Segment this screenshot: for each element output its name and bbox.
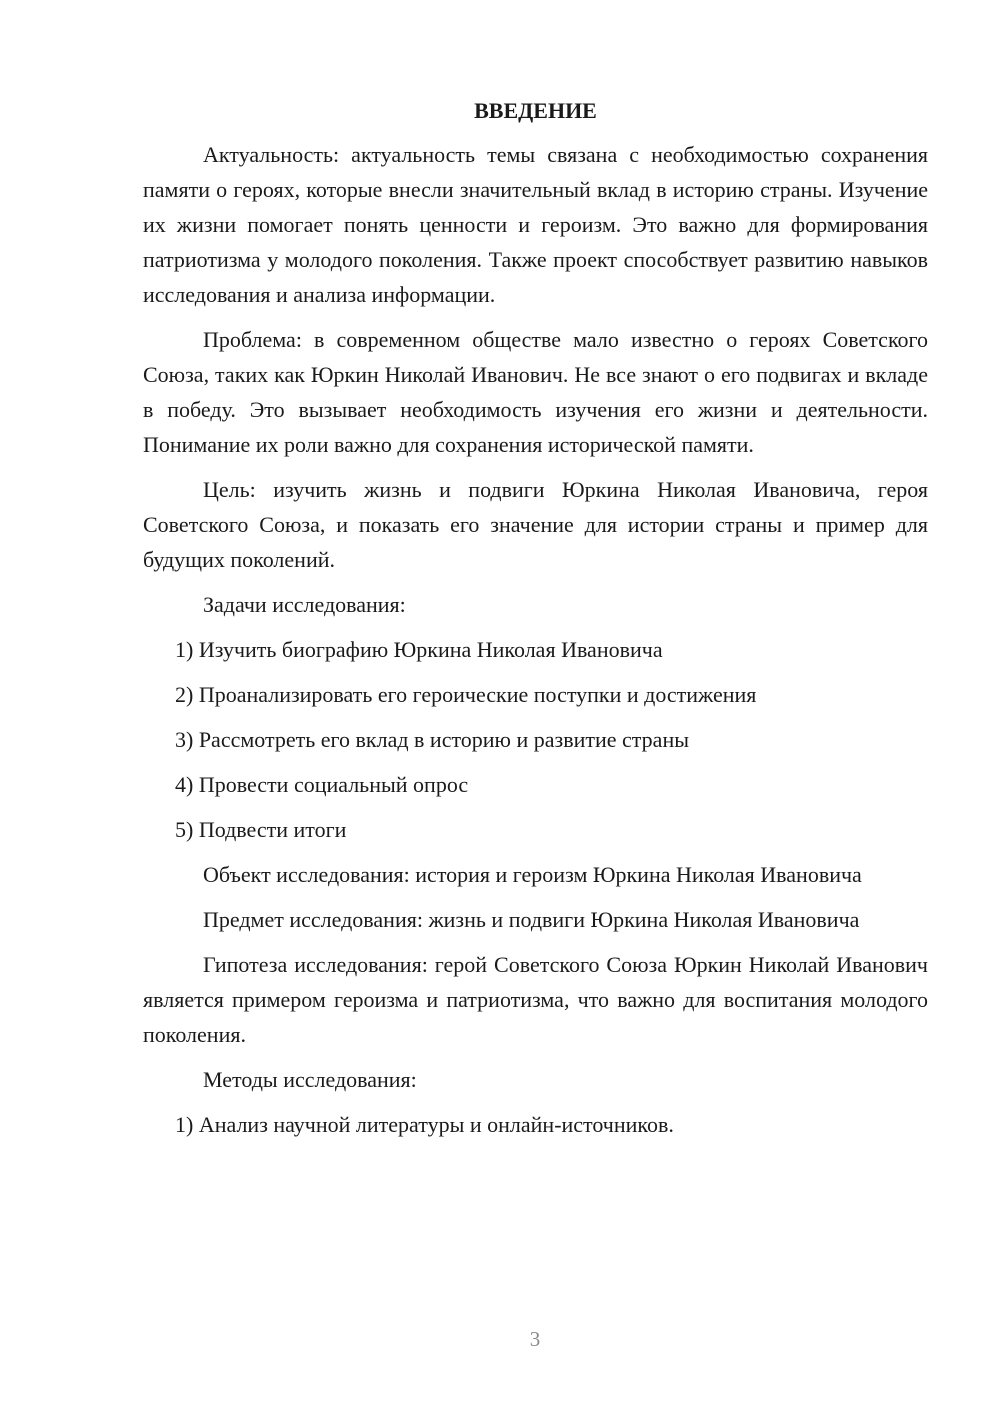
hypothesis-paragraph: Гипотеза исследования: герой Советского Союза Юркин Николай Иванович является примером героизма и патриотизма, что важно для воспитания молодого поколения.	[143, 952, 928, 1047]
list-item: 2) Проанализировать его героические поступки и достижения	[175, 682, 757, 707]
page-number: 3	[529, 1327, 541, 1351]
tasks-list	[143, 632, 928, 847]
list-item: 5) Подвести итоги	[175, 817, 347, 842]
methods-list	[143, 1107, 928, 1142]
methods-heading: Методы исследования:	[203, 1067, 417, 1092]
subject-paragraph: Предмет исследования: жизнь и подвиги Юркина Николая Ивановича	[203, 907, 860, 932]
document-page	[143, 93, 928, 1152]
section-title: ВВЕДЕНИЕ	[474, 98, 597, 123]
list-item: 4) Провести социальный опрос	[175, 772, 469, 797]
tasks-heading: Задачи исследования:	[203, 592, 406, 617]
list-item: 3) Рассмотреть его вклад в историю и развитие страны	[175, 727, 690, 752]
list-item: 1) Анализ научной литературы и онлайн-источников.	[175, 1112, 674, 1137]
object-paragraph: Объект исследования: история и героизм Юркина Николая Ивановича	[203, 862, 862, 887]
relevance-paragraph: Актуальность: актуальность темы связана с необходимостью сохранения памяти о героях, которые внесли значительный вклад в историю страны. Изучение их жизни помогает понять ценности и героизм. Это важно для формирования патриотизма у молодого поколения. Также проект способствует развитию навыков исследования и анализа информации.	[143, 142, 928, 307]
list-item: 1) Изучить биографию Юркина Николая Ивановича	[175, 637, 663, 662]
goal-paragraph: Цель: изучить жизнь и подвиги Юркина Николая Ивановича, героя Советского Союза, и показать его значение для истории страны и пример для будущих поколений.	[143, 477, 928, 572]
problem-paragraph: Проблема: в современном обществе мало известно о героях Советского Союза, таких как Юркин Николай Иванович. Не все знают о его подвигах и вкладе в победу. Это вызывает необходимость изучения его жизни и деятельности. Понимание их роли важно для сохранения исторической памяти.	[143, 327, 928, 457]
